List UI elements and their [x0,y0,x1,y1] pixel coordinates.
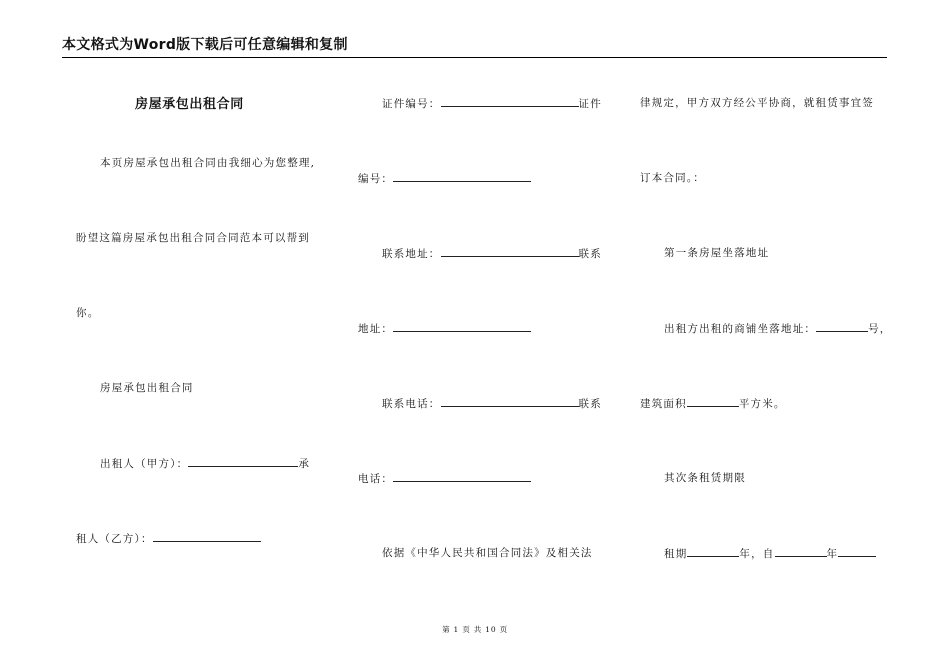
intro-line-3: 你。 [76,307,100,319]
law-continued-line: 律规定，甲方双方经公平协商，就租赁事宜签 [640,97,874,109]
location-label: 出租方出租的商铺坐落地址： [664,323,817,335]
lessor-blank [188,455,298,467]
id-number-label: 证件编号： [382,98,441,110]
area-line [640,395,786,411]
id-number-blank [441,95,579,107]
page-number: 第 1 页 共 10 页 [442,625,508,634]
phone2-line [358,470,531,486]
phone2-blank [393,470,531,482]
phone2-label: 电话： [358,473,394,485]
location-line [664,320,892,336]
id-number2-label: 编号： [358,173,394,185]
area-label: 建筑面积 [640,398,687,410]
term-blank-1 [687,545,739,557]
lessor-tail: 承 [298,458,311,470]
id-number-line [382,95,602,111]
lessee-blank [153,530,261,542]
term-year-to: 年 [826,548,839,560]
lessee-label: 租人（乙方）： [76,533,153,545]
contract-subtitle: 房屋承包出租合同 [100,382,194,394]
id-number2-blank [393,170,531,182]
id-number-tail: 证件 [578,98,602,110]
article-2-heading: 其次条租赁期限 [664,472,746,484]
location-blank [816,320,868,332]
address2-blank [393,320,531,332]
document-title: 房屋承包出租合同 [135,97,244,112]
term-blank-3 [838,545,876,557]
intro-line-1: 本页房屋承包出租合同由我细心为您整理, [100,157,316,169]
address-tail: 联系 [578,248,602,260]
header-text: 本文格式为Word版下载后可任意编辑和复制 [62,37,348,53]
lessee-line [76,530,261,546]
address2-label: 地址： [358,323,394,335]
area-blank [687,395,739,407]
term-year-from: 年，自 [739,548,775,560]
term-label: 租期 [664,548,688,560]
phone-label: 联系电话： [382,398,441,410]
address2-line [358,320,531,336]
phone-blank [441,395,579,407]
phone-tail: 联系 [578,398,602,410]
article-1-heading: 第一条房屋坐落地址 [664,247,770,259]
document-header [62,34,887,58]
location-tail: 号， [868,323,892,335]
address-blank [441,245,579,257]
id-number2-line [358,170,531,186]
address-line [382,245,602,261]
lessor-label: 出租人（甲方）： [100,458,189,470]
lessor-line [100,455,310,471]
term-blank-2 [775,545,827,557]
intro-line-2: 盼望这篇房屋承包出租合同合同范本可以帮到 [76,232,310,244]
sign-line: 订本合同。： [640,172,705,184]
area-unit: 平方米。 [738,398,786,410]
term-line [664,545,876,561]
law-line: 依据《中华人民共和国合同法》及相关法 [382,547,593,559]
phone-line [382,395,602,411]
address-label: 联系地址： [382,248,441,260]
